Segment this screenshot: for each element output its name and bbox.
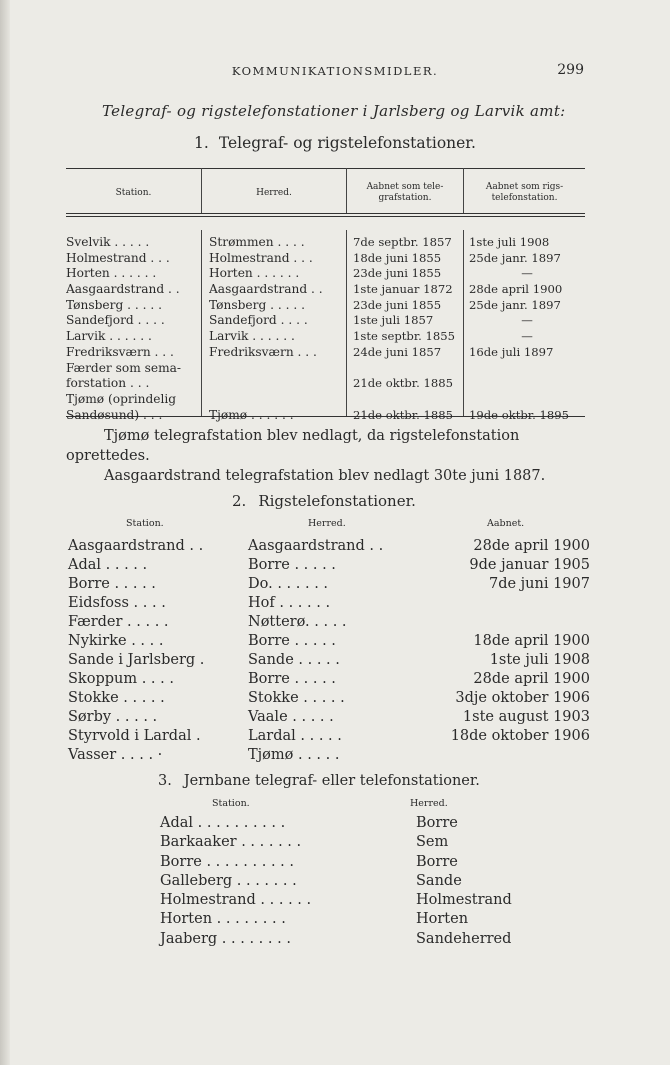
herred-cell: Aasgaardstrand . .	[248, 538, 384, 554]
rigstelefon-date-cell: —	[521, 329, 533, 344]
aabnet-date-cell: 3dje oktober 1906	[455, 690, 590, 706]
station-cell: Adal . . . . . . . . . .	[160, 815, 286, 831]
part2-title: Rigstelefonstationer.	[258, 492, 416, 510]
aabnet-date-cell: 18de april 1900	[473, 633, 590, 649]
part2-col-header-aabnet: Aabnet.	[487, 518, 525, 529]
part2-aabnet-column	[408, 537, 590, 765]
rigstelefon-date-cell	[469, 392, 585, 408]
herred-cell: Do. . . . . . .	[248, 576, 329, 592]
herred-cell	[209, 376, 345, 392]
telegraf-date-cell: 21de oktbr. 1885	[353, 376, 453, 391]
station-cell: Aasgaardstrand . .	[68, 538, 204, 554]
part1-title: Telegraf- og rigstelefonstationer.	[218, 134, 476, 152]
station-cell: Sandefjord . . . .	[66, 313, 165, 328]
part3-title: Jernbane telegraf- eller telefonstationer.	[183, 773, 480, 789]
station-column	[66, 235, 200, 423]
station-cell: Eidsfoss . . . .	[68, 595, 166, 611]
part3-number: 3.	[158, 773, 172, 789]
table-telegraf-rigstelefon	[66, 168, 585, 424]
station-cell: Galleberg . . . . . . .	[160, 872, 297, 889]
herred-cell: Aasgaardstrand . .	[209, 282, 323, 297]
station-cell: Stokke . . . . .	[68, 690, 165, 706]
part3-col-header-station: Station.	[212, 798, 250, 809]
herred-cell: Borre . . . . .	[248, 671, 336, 687]
station-cell: Færder som sema-	[66, 360, 182, 375]
telegraf-date-cell: 18de juni 1855	[353, 250, 442, 265]
part3-heading	[158, 773, 480, 789]
part3-col-header-herred: Herred.	[410, 798, 448, 809]
herred-cell: Borre	[416, 853, 458, 870]
part2-col-header-herred: Herred.	[308, 518, 346, 529]
telegraf-date-cell: 23de juni 1855	[353, 266, 442, 281]
col-divider	[463, 230, 464, 416]
section-heading: Telegraf- og rigstelefonstationer i Jarlsberg og Larvik amt:	[102, 102, 566, 120]
station-cell: Tjømø (oprindelig	[66, 391, 177, 406]
aabnet-date-cell: 28de april 1900	[473, 671, 590, 687]
herred-cell: Sande . . . . .	[248, 652, 340, 668]
station-cell: Styrvold i Lardal .	[68, 728, 201, 744]
herred-cell	[209, 392, 345, 408]
page-number: 299	[557, 62, 584, 78]
herred-cell: Vaale . . . . .	[248, 709, 334, 725]
herred-cell: Sande	[416, 872, 462, 889]
station-cell: Horten . . . . . . . .	[160, 911, 286, 928]
note-aasgaardstrand	[66, 466, 596, 486]
telegraf-date-cell: 23de juni 1855	[353, 297, 442, 312]
herred-cell: Nøtterø. . . . .	[248, 614, 347, 630]
col-header-station: Station.	[115, 187, 152, 198]
rigstelefon-date-cell: 28de april 1900	[469, 282, 563, 297]
station-cell: Svelvik . . . . .	[66, 235, 150, 249]
station-cell: Borre . . . . . . . . . .	[160, 853, 295, 870]
part2-herred-column	[248, 537, 414, 765]
herred-cell: Sandefjord . . . .	[209, 313, 308, 328]
table-header-rule	[66, 213, 585, 214]
station-cell: Fredriksværn . . .	[66, 344, 174, 359]
part2-col-header-station: Station.	[126, 518, 164, 529]
station-cell: forstation . . .	[66, 376, 150, 391]
station-cell: Skoppum . . . .	[68, 671, 174, 687]
rigstelefon-date-cell: 25de janr. 1897	[469, 297, 561, 312]
herred-cell: Holmestrand . . .	[209, 250, 313, 265]
telegraf-date-cell: 1ste juli 1857	[353, 313, 434, 328]
page-binding-edge	[0, 0, 10, 1065]
station-cell: Sande i Jarlsberg .	[68, 652, 205, 668]
station-cell: Holmestrand . . .	[66, 250, 170, 265]
herred-column	[209, 235, 345, 423]
rigstelefon-date-cell: —	[521, 313, 533, 328]
aabnet-date-cell: 18de oktober 1906	[450, 728, 590, 744]
part2-number: 2.	[232, 492, 247, 510]
part1-heading	[0, 134, 670, 152]
table-header-rule-double	[66, 216, 585, 217]
herred-cell: Larvik . . . . . .	[209, 329, 295, 344]
rigstelefon-date-cell: 25de janr. 1897	[469, 250, 561, 265]
rigstelefon-date-column	[469, 235, 585, 423]
part3-station-column	[160, 814, 410, 949]
rigstelefon-date-cell: —	[521, 266, 533, 281]
station-cell: Borre . . . . .	[68, 576, 156, 592]
part2-station-column	[68, 537, 244, 765]
note-line: Tjømø telegrafstation blev nedlagt, da rigstelefonstation	[104, 428, 520, 444]
station-cell: Barkaaker . . . . . . .	[160, 834, 302, 851]
herred-cell: Tønsberg . . . . .	[209, 297, 306, 312]
telegraf-date-cell	[353, 361, 463, 377]
herred-cell: Sandeherred	[416, 930, 512, 947]
station-cell: Holmestrand . . . . . .	[160, 892, 312, 909]
station-cell: Larvik . . . . . .	[66, 329, 152, 344]
station-cell: Adal . . . . .	[68, 557, 148, 573]
part3-herred-column	[416, 814, 586, 949]
col-header-rigstelefon: Aabnet som rigs-telefonstation.	[485, 182, 564, 203]
aabnet-date-cell: 9de januar 1905	[469, 557, 590, 573]
aabnet-date-cell	[408, 594, 590, 613]
herred-cell: Sem	[416, 834, 449, 851]
col-divider	[201, 230, 202, 416]
station-cell: Færder . . . . .	[68, 614, 169, 630]
table-top-rule	[66, 168, 585, 169]
herred-cell: Holmestrand	[416, 892, 512, 909]
telegraf-date-cell: 1ste septbr. 1855	[353, 329, 455, 344]
station-cell: Sandøsund) . . .	[66, 407, 163, 422]
telegraf-date-cell: 1ste januar 1872	[353, 282, 453, 297]
herred-cell: Strømmen . . . .	[209, 235, 305, 249]
herred-cell: Tjømø . . . . .	[248, 747, 340, 763]
station-cell: Aasgaardstrand . .	[66, 282, 180, 297]
note-line: oprettedes.	[66, 448, 150, 464]
telegraf-date-column	[353, 235, 463, 423]
herred-cell: Horten . . . . . .	[209, 266, 300, 281]
herred-cell: Stokke . . . . .	[248, 690, 345, 706]
telegraf-date-cell: 21de oktbr. 1885	[353, 407, 453, 422]
herred-cell: Borre	[416, 815, 458, 831]
station-cell: Tønsberg . . . . .	[66, 297, 163, 312]
rigstelefon-date-cell	[469, 376, 585, 392]
herred-cell: Borre . . . . .	[248, 557, 336, 573]
herred-cell: Tjømø . . . . . .	[209, 407, 294, 422]
part1-number: 1.	[194, 134, 209, 152]
aabnet-date-cell: 1ste august 1903	[462, 709, 590, 725]
station-cell: Horten . . . . . .	[66, 266, 157, 281]
running-header: KOMMUNIKATIONSMIDLER.	[231, 64, 439, 78]
herred-cell	[209, 361, 345, 377]
herred-cell: Hof . . . . . .	[248, 595, 331, 611]
aabnet-date-cell: 1ste juli 1908	[489, 652, 590, 668]
herred-cell: Lardal . . . . .	[248, 728, 342, 744]
aabnet-date-cell: 7de juni 1907	[488, 576, 590, 592]
telegraf-date-cell: 24de juni 1857	[353, 344, 442, 359]
station-cell: Nykirke . . . .	[68, 633, 164, 649]
rigstelefon-date-cell: 1ste juli 1908	[469, 235, 550, 249]
note-line: Aasgaardstrand telegrafstation blev nedlagt 30te juni 1887.	[104, 468, 546, 484]
aabnet-date-cell	[408, 613, 590, 632]
col-header-herred: Herred.	[256, 187, 292, 198]
col-divider	[346, 230, 347, 416]
station-cell: Sørby . . . . .	[68, 709, 158, 725]
herred-cell: Horten	[416, 911, 469, 928]
rigstelefon-date-cell: 16de juli 1897	[469, 344, 554, 359]
herred-cell: Borre . . . . .	[248, 633, 336, 649]
aabnet-date-cell: 28de april 1900	[473, 538, 590, 554]
herred-cell: Fredriksværn . . .	[209, 344, 317, 359]
aabnet-date-cell	[408, 746, 590, 765]
col-header-telegraf: Aabnet som tele-grafstation.	[366, 182, 444, 203]
telegraf-date-cell	[353, 392, 463, 408]
telegraf-date-cell: 7de septbr. 1857	[353, 235, 452, 249]
station-cell: Jaaberg . . . . . . . .	[160, 930, 291, 947]
part2-heading	[232, 492, 416, 510]
rigstelefon-date-cell: 19de oktbr. 1895	[469, 407, 569, 422]
rigstelefon-date-cell	[469, 361, 585, 377]
note-tjomo	[66, 426, 596, 466]
station-cell: Vasser . . . . ·	[68, 747, 163, 763]
